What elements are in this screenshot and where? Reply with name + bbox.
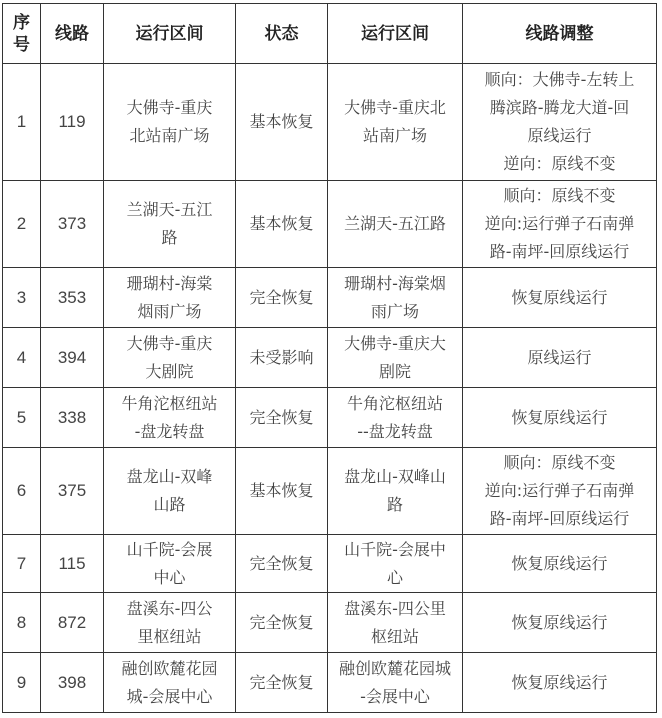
cell-line: 烟雨广场 (137, 301, 202, 321)
cell-line: 基本恢复 (249, 112, 314, 131)
cell-seq (3, 448, 41, 535)
cell-status (236, 535, 328, 593)
cell-status (236, 64, 328, 181)
cell-line: 394 (57, 347, 87, 367)
cell-seq (3, 653, 41, 713)
cell-line: 路-南坪-回原线运行 (489, 509, 630, 528)
cell-line: 顺向：原线不变 (503, 453, 616, 472)
cell-line: --盘龙转盘 (357, 421, 433, 441)
cell-line: 375 (57, 481, 87, 500)
cell-line: 3 (16, 287, 27, 307)
cell-line: 1 (16, 112, 27, 131)
cell-line: 原线运行 (527, 126, 592, 145)
table-row (3, 388, 657, 448)
cell-line (41, 328, 104, 388)
cell-line: 山千院-会展 (126, 539, 213, 559)
cell-section2 (328, 448, 463, 535)
cell-line: 恢复原线运行 (511, 287, 608, 307)
cell-status (236, 181, 328, 268)
cell-line: 山千院-会展中 (344, 539, 446, 559)
cell-status (236, 653, 328, 713)
cell-line: 城-会展中心 (126, 686, 213, 706)
cell-seq (3, 388, 41, 448)
table-row (3, 181, 657, 268)
cell-line: 119 (58, 112, 86, 131)
table-row (3, 64, 657, 181)
table-row (3, 448, 657, 535)
cell-adjust (463, 328, 657, 388)
cell-section2 (328, 268, 463, 328)
cell-status (236, 448, 328, 535)
cell-line: 盘溪东-四公 (126, 598, 213, 618)
cell-line: 剧院 (378, 361, 411, 381)
cell-line: 7 (16, 553, 27, 573)
cell-line: -会展中心 (360, 686, 430, 706)
cell-line: 恢复原线运行 (511, 553, 608, 573)
cell-section (104, 64, 236, 181)
table-body (3, 64, 657, 713)
cell-line: 牛角沱枢纽站 (121, 393, 218, 413)
cell-line: 基本恢复 (249, 214, 314, 233)
cell-adjust (463, 593, 657, 653)
cell-line: 雨广场 (370, 301, 419, 321)
cell-adjust (463, 64, 657, 181)
cell-adjust (463, 448, 657, 535)
cell-line: 山路 (153, 495, 186, 514)
cell-line: 兰湖天-五江路 (344, 214, 446, 233)
cell-line: 腾滨路-腾龙大道-回 (489, 98, 630, 117)
cell-line (41, 268, 104, 328)
cell-line (41, 535, 104, 593)
cell-line: 恢复原线运行 (511, 672, 608, 692)
cell-adjust (463, 388, 657, 448)
cell-section (104, 388, 236, 448)
cell-section (104, 328, 236, 388)
cell-line: 路 (161, 228, 178, 247)
cell-line: 里枢纽站 (137, 626, 202, 646)
cell-line: 中心 (153, 567, 186, 587)
cell-line: 6 (16, 481, 27, 500)
cell-line: 115 (58, 553, 86, 573)
cell-section2 (328, 653, 463, 713)
cell-seq (3, 328, 41, 388)
cell-line: 运行区间 (361, 23, 429, 44)
cell-adjust (463, 653, 657, 713)
cell-line: 兰湖天-五江 (126, 200, 213, 219)
cell-line: 盘龙山-双峰山 (344, 467, 446, 486)
cell-line: 珊瑚村-海棠烟 (344, 273, 446, 293)
cell-line (41, 448, 104, 535)
cell-line: 牛角沱枢纽站 (346, 393, 443, 413)
cell-line: 338 (57, 407, 87, 427)
cell-section2 (328, 181, 463, 268)
cell-section2 (328, 64, 463, 181)
cell-line: 逆向：原线不变 (503, 154, 616, 173)
cell-line: 心 (386, 567, 403, 587)
table-row (3, 535, 657, 593)
cell-line (41, 653, 104, 713)
cell-line: 大佛寺-重庆 (126, 98, 213, 117)
cell-status (236, 388, 328, 448)
cell-line: 恢复原线运行 (511, 612, 608, 632)
cell-line (41, 181, 104, 268)
cell-line: 逆向:运行弹子石南弹 (484, 214, 635, 233)
cell-line: 2 (16, 214, 27, 233)
cell-seq (3, 535, 41, 593)
cell-line: 大佛寺-重庆北 (344, 98, 446, 117)
cell-line: 路 (386, 495, 403, 514)
table-row (3, 593, 657, 653)
cell-line: 序 (13, 12, 30, 33)
cell-line: 融创欧麓花园城 (338, 658, 451, 678)
cell-section2 (328, 388, 463, 448)
cell-line: 融创欧麓花园 (121, 658, 218, 678)
cell-line: 373 (57, 214, 87, 233)
cell-line: 原线运行 (527, 347, 592, 367)
cell-status (236, 268, 328, 328)
cell-line: 大剧院 (145, 361, 194, 381)
cell-adjust (463, 535, 657, 593)
cell-line: 5 (16, 407, 27, 427)
header-status (236, 4, 328, 64)
cell-line: 盘龙山-双峰 (126, 467, 213, 486)
cell-adjust (463, 268, 657, 328)
header-adjust (463, 4, 657, 64)
cell-line: 4 (16, 347, 27, 367)
cell-adjust (463, 181, 657, 268)
cell-status (236, 328, 328, 388)
cell-line: 398 (57, 672, 87, 692)
cell-section (104, 268, 236, 328)
cell-seq (3, 268, 41, 328)
cell-line: 基本恢复 (249, 481, 314, 500)
cell-line (41, 388, 104, 448)
cell-section2 (328, 535, 463, 593)
cell-line: 线路 (55, 23, 89, 44)
header-section-2 (328, 4, 463, 64)
cell-line: 顺向：大佛寺-左转上 (484, 70, 635, 89)
cell-section (104, 535, 236, 593)
cell-line: 8 (16, 612, 27, 632)
cell-line: 状态 (264, 23, 299, 44)
cell-line: 大佛寺-重庆大 (344, 333, 446, 353)
cell-section (104, 653, 236, 713)
cell-seq (3, 64, 41, 181)
table-row (3, 328, 657, 388)
cell-section (104, 593, 236, 653)
header-seq (3, 4, 41, 64)
cell-line: 站南广场 (362, 126, 427, 145)
cell-section (104, 448, 236, 535)
cell-line: 未受影响 (249, 347, 314, 367)
cell-line: -盘龙转盘 (134, 421, 205, 441)
cell-line: 北站南广场 (129, 126, 210, 145)
cell-line: 完全恢复 (249, 407, 314, 427)
cell-line: 大佛寺-重庆 (126, 333, 213, 353)
cell-line: 完全恢复 (249, 612, 314, 632)
table-row (3, 653, 657, 713)
cell-line: 完全恢复 (249, 287, 314, 307)
cell-line: 完全恢复 (249, 672, 314, 692)
cell-line: 枢纽站 (370, 626, 419, 646)
header-line (41, 4, 104, 64)
cell-status (236, 593, 328, 653)
cell-line (41, 593, 104, 653)
table-row (3, 268, 657, 328)
cell-line: 线路调整 (525, 23, 594, 44)
cell-section2 (328, 593, 463, 653)
cell-seq (3, 181, 41, 268)
cell-line: 运行区间 (135, 23, 204, 44)
header-row (3, 4, 657, 64)
cell-line: 路-南坪-回原线运行 (489, 242, 630, 261)
cell-line: 珊瑚村-海棠 (126, 273, 213, 293)
cell-line: 完全恢复 (249, 553, 314, 573)
cell-line: 353 (57, 287, 87, 307)
cell-line (41, 64, 104, 181)
cell-line: 恢复原线运行 (511, 407, 608, 427)
cell-section (104, 181, 236, 268)
cell-line: 9 (16, 672, 27, 692)
header-section (104, 4, 236, 64)
cell-seq (3, 593, 41, 653)
cell-line: 号 (13, 34, 30, 55)
route-adjustment-table (2, 3, 657, 713)
cell-line: 872 (57, 612, 87, 632)
cell-section2 (328, 328, 463, 388)
cell-line: 顺向：原线不变 (503, 186, 616, 205)
cell-line: 逆向:运行弹子石南弹 (484, 481, 635, 500)
cell-line: 盘溪东-四公里 (344, 598, 446, 618)
